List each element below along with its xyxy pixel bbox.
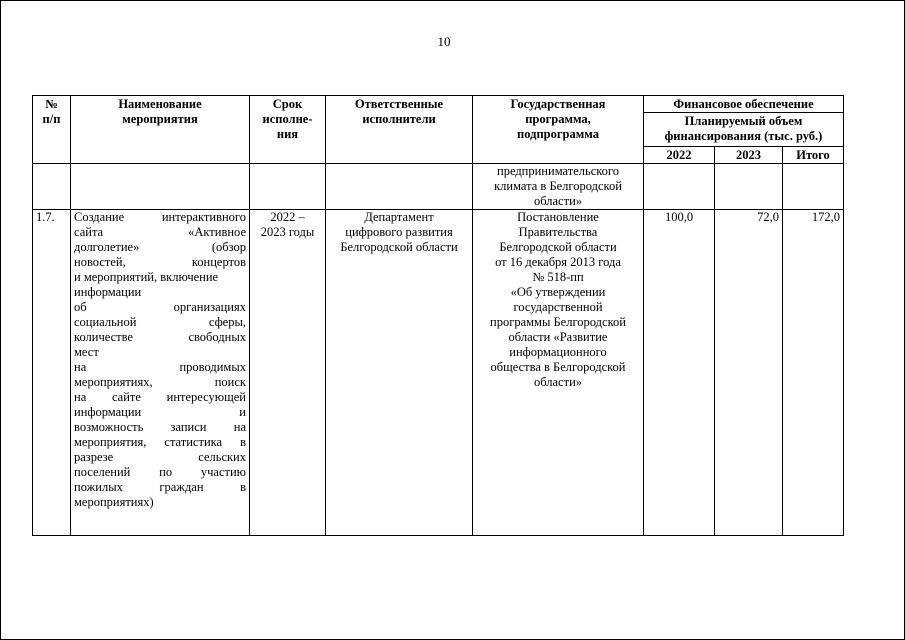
name-line: разрезе сельских xyxy=(74,450,246,464)
program-table xyxy=(32,95,844,536)
cell-term xyxy=(250,210,326,536)
program-line: государственной xyxy=(513,300,603,314)
responsible-line: цифрового развития xyxy=(345,225,453,239)
program-line: Белгородской области xyxy=(499,240,617,254)
name-line: мест xyxy=(74,345,99,359)
program-line: области «Развитие xyxy=(508,330,608,344)
term-line: 2023 годы xyxy=(260,225,315,239)
cell-2023 xyxy=(715,164,783,210)
program-line: области» xyxy=(533,375,583,389)
cell-num xyxy=(33,164,71,210)
header-line: № xyxy=(45,97,58,111)
cell-term xyxy=(250,164,326,210)
name-line: на проводимых xyxy=(74,360,246,374)
name-line: новостей, концертов xyxy=(74,255,246,269)
table-row xyxy=(33,164,844,210)
name-line: мероприятиях) xyxy=(74,495,154,509)
name-line: мероприятиях, поиск xyxy=(74,375,246,389)
cell-program xyxy=(473,164,644,210)
header-line: Срок xyxy=(272,97,303,111)
header-program xyxy=(473,96,644,164)
cell-name xyxy=(71,210,250,536)
header-line: Государственная xyxy=(510,97,606,111)
header-line: Планируемый объем xyxy=(684,114,803,128)
name-line: социальной сферы, xyxy=(74,315,246,329)
header-line: Ответственные xyxy=(354,97,444,111)
cell-name xyxy=(71,164,250,210)
header-2022: 2022 xyxy=(644,147,715,164)
header-total: Итого xyxy=(783,147,844,164)
program-line: Постановление xyxy=(517,210,599,224)
header-finance: Финансовое обеспечение xyxy=(644,96,844,113)
term-line: 2022 – xyxy=(270,210,305,224)
program-line: «Об утверждении xyxy=(510,285,606,299)
cell-total xyxy=(783,164,844,210)
program-line: общества в Белгородской xyxy=(490,360,626,374)
program-line: информационного xyxy=(509,345,607,359)
cell-responsible xyxy=(326,210,473,536)
name-line: долголетие» (обзор xyxy=(74,240,246,254)
cell-total: 172,0 xyxy=(783,210,844,536)
responsible-line: Белгородской области xyxy=(340,240,458,254)
name-line: сайта «Активное xyxy=(74,225,246,239)
cell-num: 1.7. xyxy=(33,210,71,536)
header-line: подпрограмма xyxy=(517,127,599,141)
page-number: 10 xyxy=(437,34,451,49)
program-line: Правительства xyxy=(518,225,598,239)
cell-program xyxy=(473,210,644,536)
name-line: пожилых граждан в xyxy=(74,480,246,494)
name-line: мероприятия, статистика в xyxy=(74,435,246,449)
header-term xyxy=(250,96,326,164)
header-line: Наименование xyxy=(118,97,202,111)
cell-2022: 100,0 xyxy=(644,210,715,536)
header-line: п/п xyxy=(42,112,61,126)
program-line: № 518-пп xyxy=(532,270,584,284)
header-planned xyxy=(644,113,844,147)
program-line: области» xyxy=(533,194,583,208)
header-line: программа, xyxy=(525,112,591,126)
header-num xyxy=(33,96,71,164)
header-line: исполнители xyxy=(362,112,436,126)
program-line: климата в Белгородской xyxy=(494,179,622,193)
header-line: ния xyxy=(276,127,299,141)
name-line: поселений по участию xyxy=(74,465,246,479)
program-line: предпринимательского xyxy=(497,164,619,178)
responsible-line: Департамент xyxy=(364,210,434,224)
name-line: возможность записи на xyxy=(74,420,246,434)
header-line: финансирования (тыс. руб.) xyxy=(664,129,823,143)
cell-2022 xyxy=(644,164,715,210)
name-line: информации и xyxy=(74,405,246,419)
table-row xyxy=(33,210,844,536)
name-line: об организациях xyxy=(74,300,246,314)
cell-responsible xyxy=(326,164,473,210)
name-line: на сайте интересующей xyxy=(74,390,246,404)
header-2023: 2023 xyxy=(715,147,783,164)
name-line: Создание интерактивного xyxy=(74,210,246,224)
header-line: мероприятия xyxy=(122,112,198,126)
header-responsible xyxy=(326,96,473,164)
cell-2023: 72,0 xyxy=(715,210,783,536)
name-line: и мероприятий, включение xyxy=(74,270,219,284)
header-name xyxy=(71,96,250,164)
program-line: программы Белгородской xyxy=(490,315,626,329)
name-line: количестве свободных xyxy=(74,330,246,344)
header-line: исполне- xyxy=(262,112,313,126)
name-line: информации xyxy=(74,285,142,299)
program-line: от 16 декабря 2013 года xyxy=(495,255,621,269)
